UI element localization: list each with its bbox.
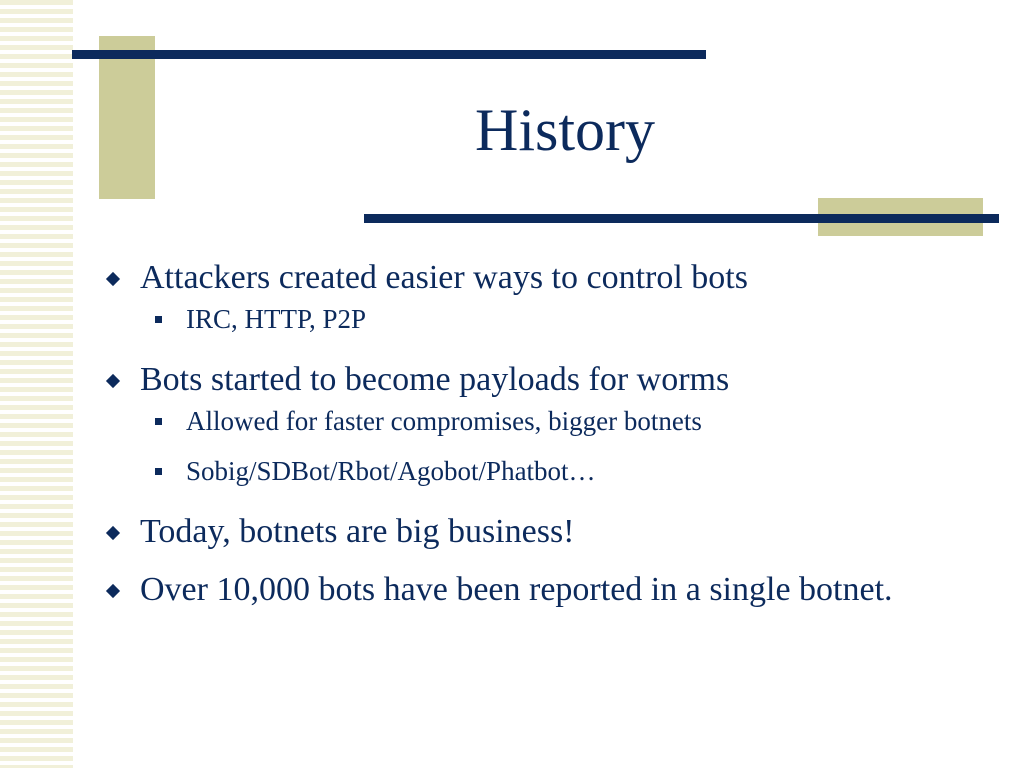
striped-left-margin <box>0 0 73 768</box>
bullet-text: Today, botnets are big business! <box>140 513 575 550</box>
diamond-bullet-icon <box>106 526 120 540</box>
sub-bullet-item <box>104 404 984 438</box>
decor-bottom-navy-rule <box>364 214 999 223</box>
diamond-bullet-icon <box>106 584 120 598</box>
slide-title: History <box>475 97 655 163</box>
bullet-item <box>104 510 984 554</box>
bullet-text: Attackers created easier ways to control bots <box>140 259 748 296</box>
bullet-list <box>104 256 984 612</box>
decor-top-khaki-block <box>99 36 155 199</box>
diamond-bullet-icon <box>106 374 120 388</box>
bullet-text: Bots started to become payloads for worms <box>140 361 730 398</box>
square-bullet-icon <box>155 468 162 475</box>
bullet-item <box>104 358 984 402</box>
bullet-item <box>104 568 984 612</box>
square-bullet-icon <box>155 316 162 323</box>
square-bullet-icon <box>155 418 162 425</box>
sub-bullet-item <box>104 454 984 488</box>
sub-bullet-text: Sobig/SDBot/Rbot/Agobot/Phatbot… <box>186 456 596 486</box>
sub-bullet-text: IRC, HTTP, P2P <box>186 304 367 334</box>
bullet-item <box>104 256 984 300</box>
bullet-text: Over 10,000 bots have been reported in a single botnet. <box>140 571 893 608</box>
decor-top-navy-rule <box>72 50 706 59</box>
diamond-bullet-icon <box>106 272 120 286</box>
sub-bullet-text: Allowed for faster compromises, bigger botnets <box>186 406 702 436</box>
sub-bullet-item <box>104 302 984 336</box>
